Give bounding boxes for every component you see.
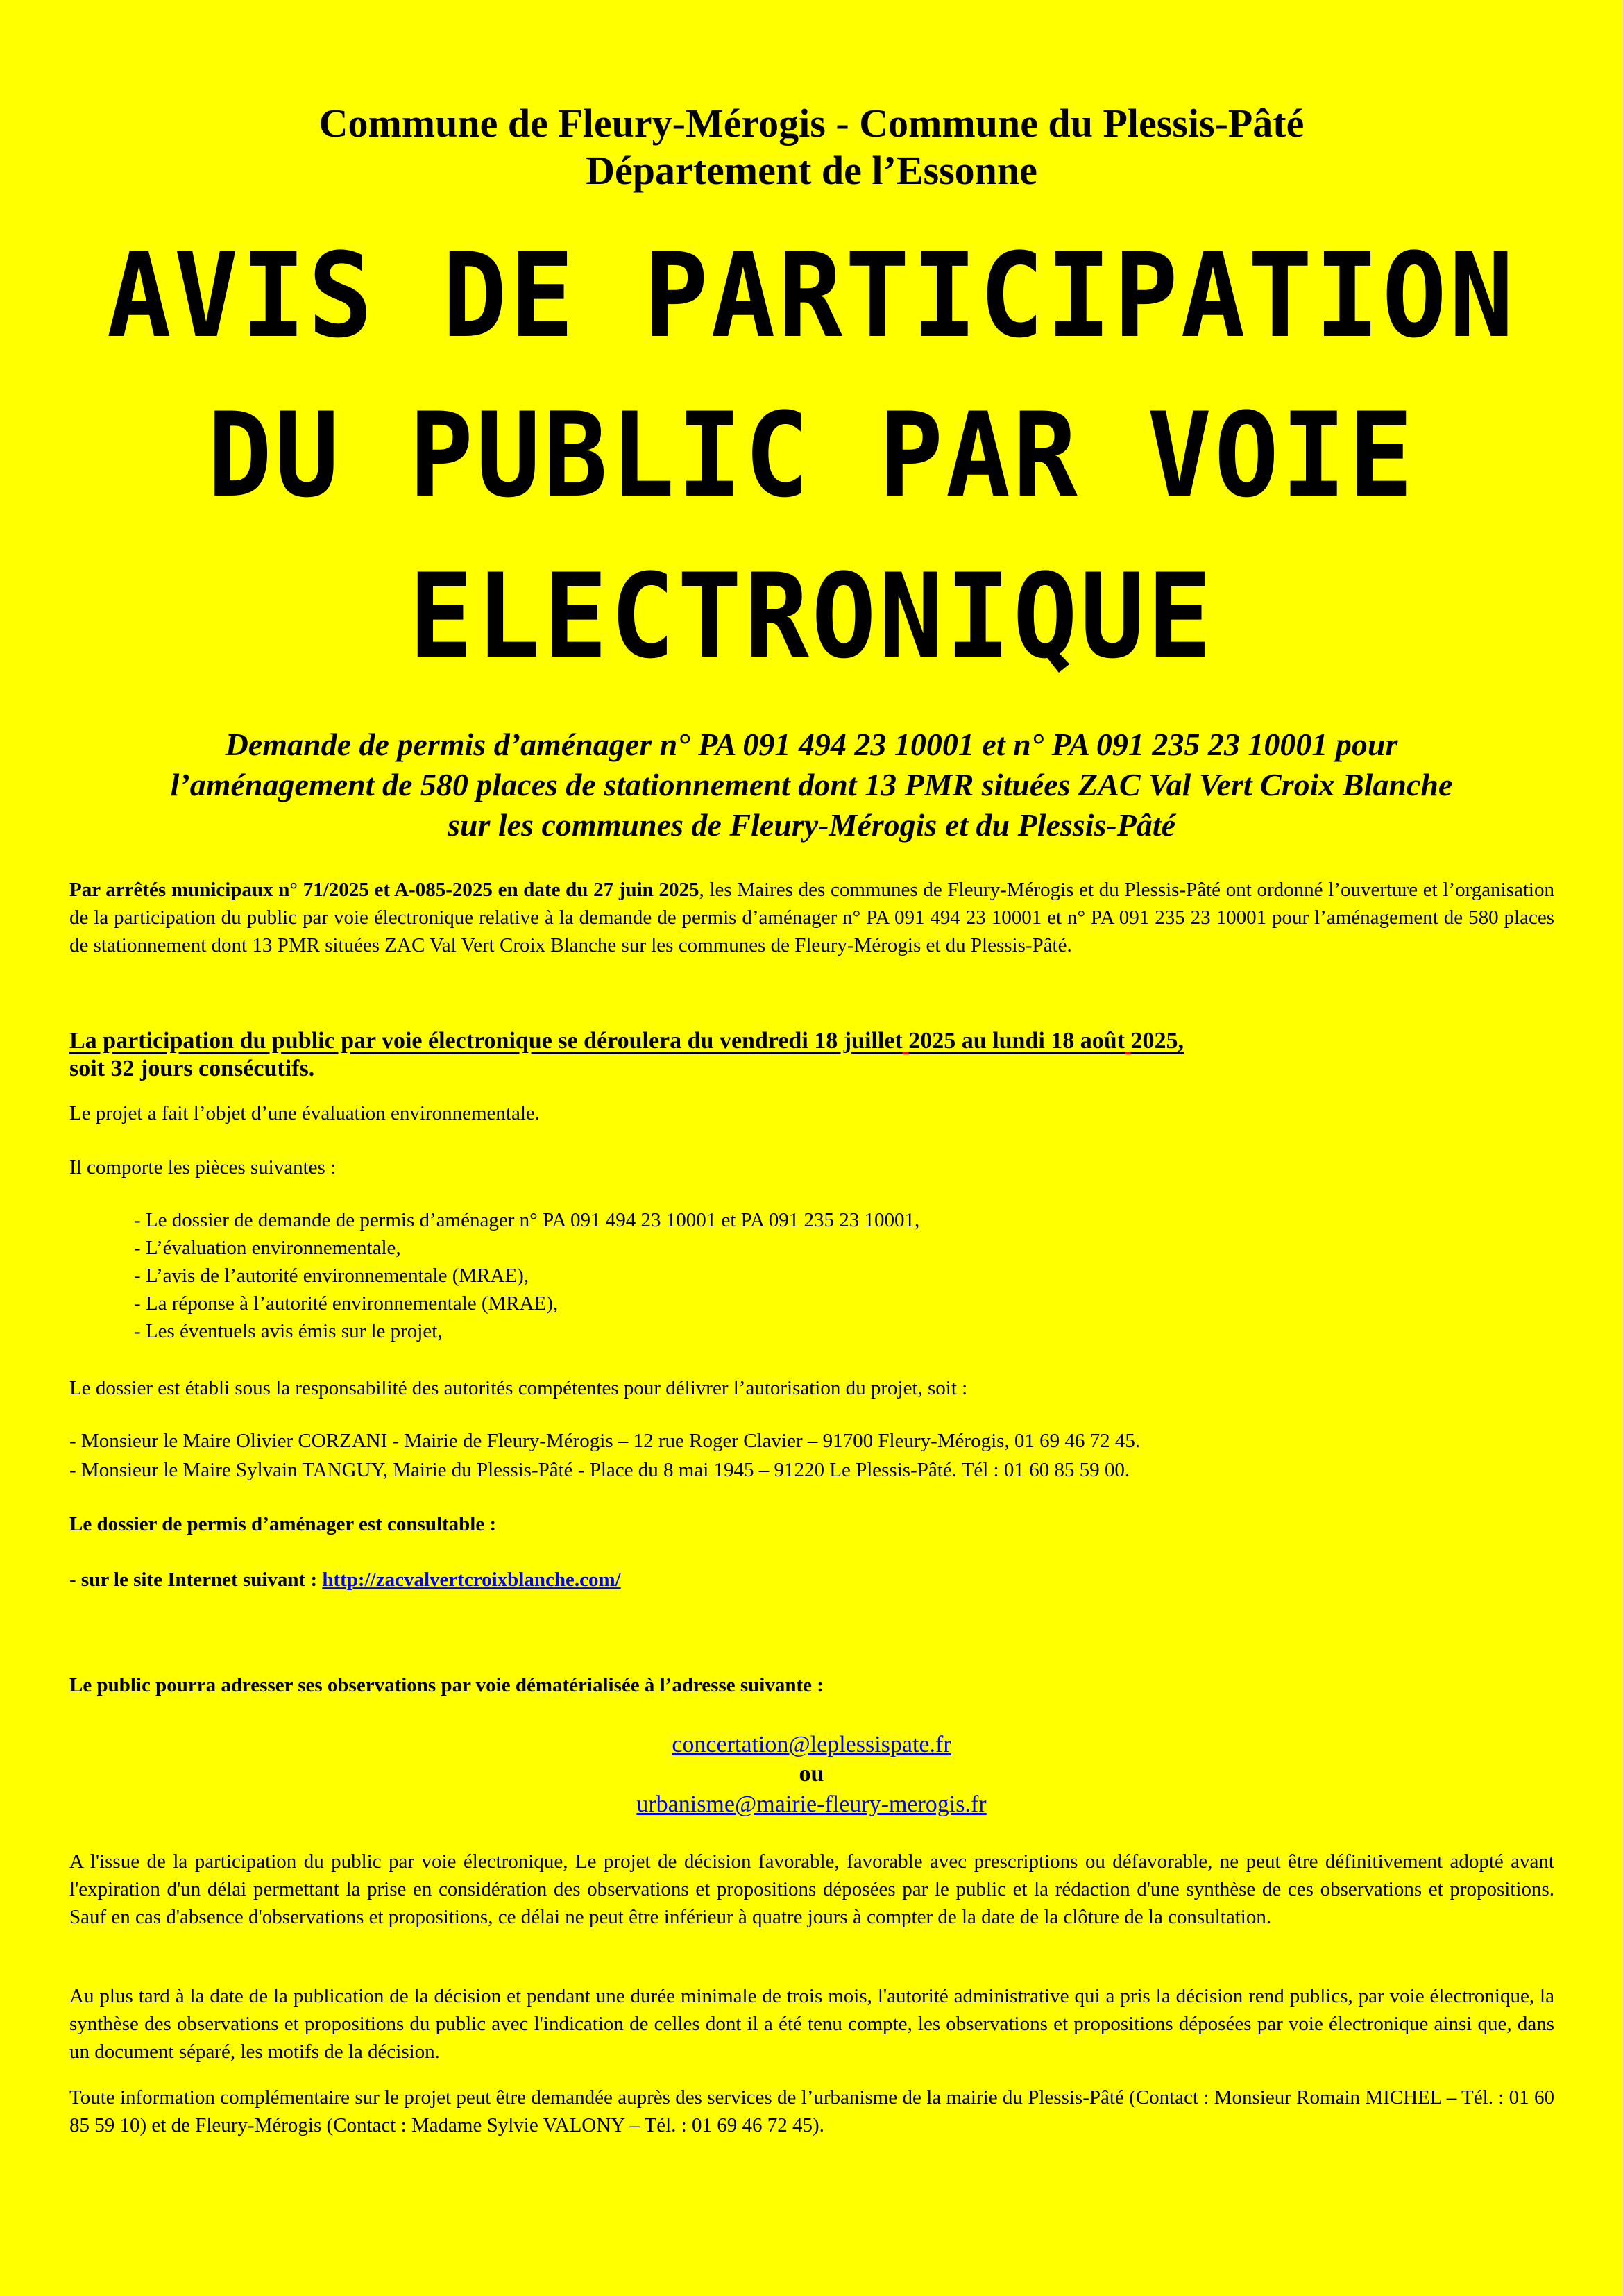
list-item: - L’avis de l’autorité environnementale (MRAE),: [134, 1265, 529, 1287]
mayor-plessis-pate: - Monsieur le Maire Sylvain TANGUY, Mairie du Plessis-Pâté - Place du 8 mai 1945 – 91220 Le Plessis-Pâté. Tél : 01 60 85 59 00.: [69, 1459, 1130, 1481]
observations-heading: Le public pourra adresser ses observations par voie dématérialisée à l’adresse suivante :: [69, 1674, 824, 1696]
period-gap-2: [1125, 1028, 1131, 1054]
website-line: [69, 1566, 1554, 1594]
website-label: - sur le site Internet suivant :: [69, 1569, 323, 1591]
period-gap-1: [903, 1028, 909, 1054]
mayor-fleury-merogis: - Monsieur le Maire Olivier CORZANI - Mairie de Fleury-Mérogis – 12 rue Roger Clavier – 91700 Fleury-Mérogis, 01 69 46 72 45.: [69, 1430, 1141, 1452]
evaluation-note: Le projet a fait l’objet d’une évaluation environnementale.: [69, 1102, 541, 1124]
publication-paragraph: Au plus tard à la date de la publication de la décision et pendant une durée minimale de trois mois, l'autorité administrative qui a pris la décision rend publics, par voie électronique, la synthèse des observations et propositions du public avec l'indication de celles dont il a été tenu compte, les observations et propositions déposées par voie électronique ainsi que, dans un document séparé, les motifs de la décision.: [69, 1985, 1554, 2063]
subtitle-line-2: l’aménagement de 580 places de stationnement dont 13 PMR situées ZAC Val Vert Croix Blanche: [170, 767, 1453, 802]
period-text-1: La participation du public par voie électronique se déroulera du vendredi 18 juillet: [69, 1028, 903, 1054]
main-title-line-2: DU PUBLIC PAR VOIE: [207, 387, 1416, 523]
website-link[interactable]: http://zacvalvertcroixblanche.com/: [322, 1569, 621, 1591]
intro-paragraph: [69, 876, 1554, 959]
authority-intro: Le dossier est établi sous la responsabilité des autorités compétentes pour délivrer l’autorisation du projet, soit :: [69, 1377, 968, 1399]
contact-paragraph: Toute information complémentaire sur le projet peut être demandée auprès des services de l’urbanisme de la mairie du Plessis-Pâté (Contact : Monsieur Romain MICHEL – Tél. : 01 60 85 59 10) et de Fleury-Mérogis (Contact : Madame Sylvie VALONY – Tél. : 01 69 46 72 45).: [69, 2086, 1554, 2136]
email-2-line: [0, 1789, 1623, 1820]
period-duration: soit 32 jours consécutifs.: [69, 1056, 315, 1081]
documents-list: [134, 1206, 919, 1345]
intro-text: , les Maires des communes de Fleury-Mérogis et du Plessis-Pâté ont ordonné l’ouverture et l’organisation de la participation du public par voie électronique relative à la demande de permis d’aménager n° PA 091 494 23 10001 et n° PA 091 235 23 10001 pour l’aménagement de 580 places de stationnement dont 13 PMR situées ZAC Val Vert Croix Blanche sur les communes de Fleury-Mérogis et du Plessis-Pâté.: [69, 879, 1554, 956]
email-or: ou: [799, 1761, 824, 1787]
email-1-line: [0, 1730, 1623, 1760]
period-text-3: 2025,: [1130, 1028, 1184, 1054]
list-item: - L’évaluation environnementale,: [134, 1237, 401, 1259]
period-text-2: 2025 au lundi 18 août: [908, 1028, 1125, 1054]
subtitle-line-3: sur les communes de Fleury-Mérogis et du Plessis-Pâté: [447, 807, 1176, 843]
subtitle-line-1: Demande de permis d’aménager n° PA 091 494 23 10001 et n° PA 091 235 23 10001 pour: [225, 727, 1398, 762]
main-title-line-3: ELECTRONIQUE: [409, 548, 1214, 684]
decision-paragraph: A l'issue de la participation du public par voie électronique, Le projet de décision favorable, favorable avec prescriptions ou défavorable, ne peut être définitivement adopté avant l'expiration d'un délai permettant la prise en considération des observations et propositions déposées par le public et la rédaction d'une synthèse de ces observations et propositions. Sauf en cas d'absence d'observations et propositions, ce délai ne peut être inférieur à quatre jours à compter de la date de la clôture de la consultation.: [69, 1850, 1554, 1928]
decree-reference: Par arrêtés municipaux n° 71/2025 et A-085-2025 en date du 27 juin 2025: [69, 879, 699, 901]
documents-intro: Il comporte les pièces suivantes :: [69, 1156, 337, 1179]
participation-period: [69, 1027, 1554, 1083]
list-item: - Le dossier de demande de permis d’aménager n° PA 091 494 23 10001 et PA 091 235 23 10001,: [134, 1209, 920, 1231]
list-item: - La réponse à l’autorité environnementale (MRAE),: [134, 1292, 559, 1315]
department-header: Département de l’Essonne: [586, 148, 1037, 193]
communes-header: Commune de Fleury-Mérogis - Commune du Plessis-Pâté: [318, 101, 1305, 146]
email-link-concertation[interactable]: concertation@leplessispate.fr: [672, 1732, 951, 1757]
email-link-urbanisme[interactable]: urbanisme@mairie-fleury-merogis.fr: [636, 1791, 987, 1817]
list-item: - Les éventuels avis émis sur le projet,: [134, 1320, 443, 1342]
consultation-heading: Le dossier de permis d’aménager est consultable :: [69, 1513, 497, 1535]
main-title-line-1: AVIS DE PARTICIPATION: [106, 228, 1517, 364]
